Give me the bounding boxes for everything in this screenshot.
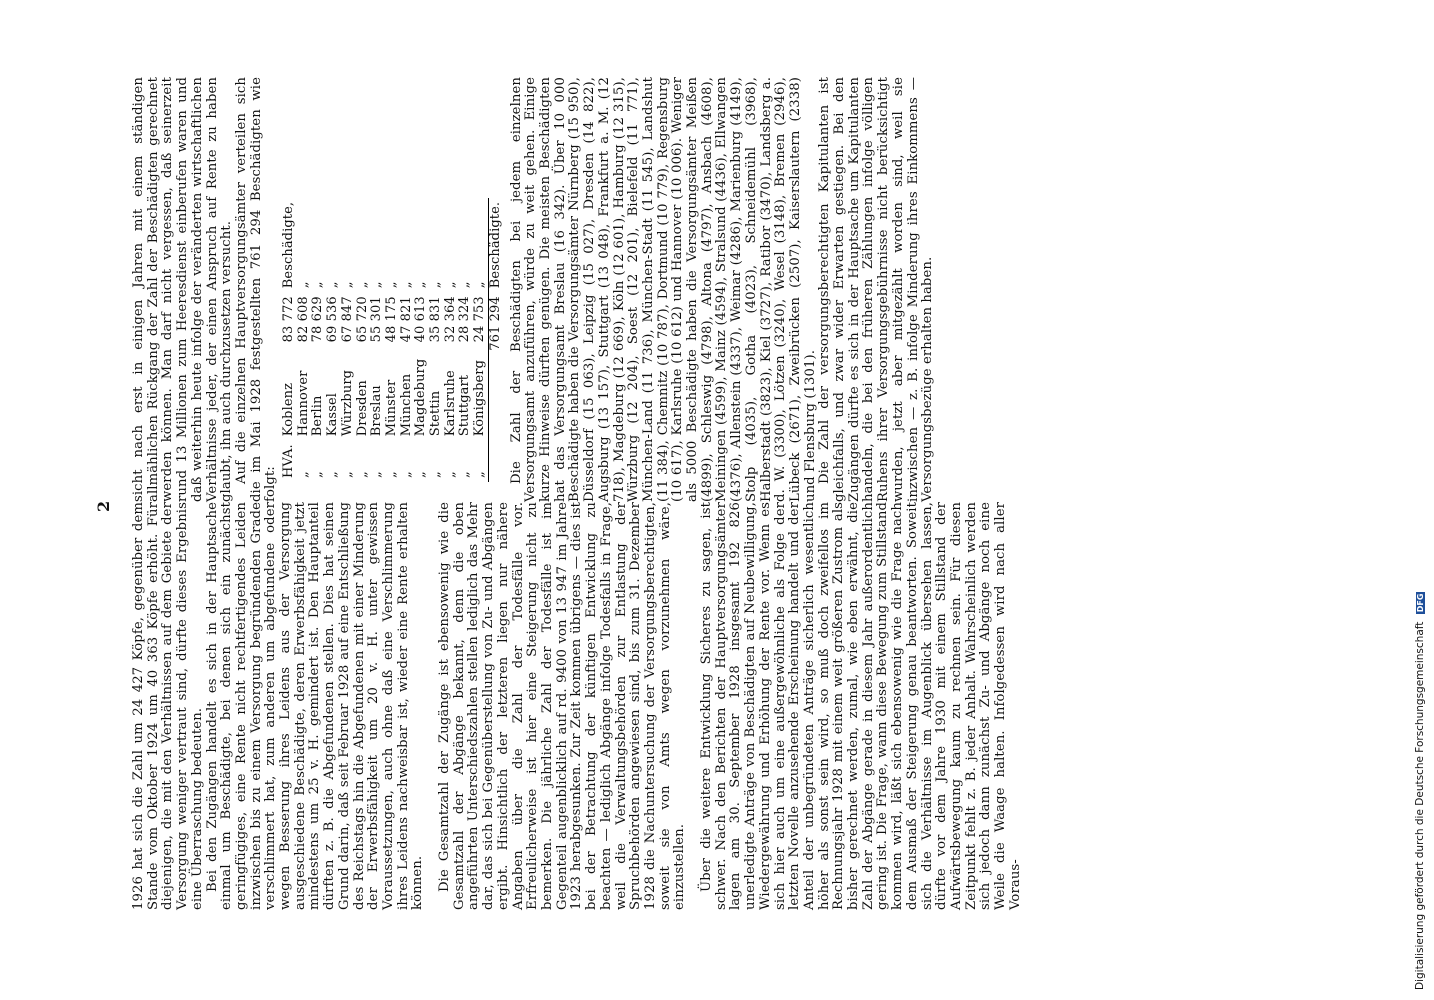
paragraph: Bei den Zugängen handelt es sich in der Hauptsache einmal um Beschädigte, bei denen sich ein zunächst geringfügiges, eine Rente nicht rechtfertigendes Leiden inzwischen bis zu einem Versorgung begründenden Grade verschlimmert hat, zum anderen um abgefundene oder wegen Besserung ihres Leidens aus der Versorgung ausgeschiedene Beschädigte, deren Erwerbsfähigkeit jetzt mindestens um 25 v. H. gemindert ist. Den Hauptanteil dürften z. B. die Abgefundenen stellen. Dies hat seinen Grund darin, daß seit Februar 1928 auf eine Entschließung des Reichstags hin die Abgefundenen mit einer Minderung der Erwerbsfähigkeit um 20 v. H. unter gewissen Voraussetzungen, auch ohne daß eine Verschlimmerung ihres Leidens nachweisbar ist, wieder eine Rente erhalten können. [204, 502, 426, 910]
table-row [297, 198, 312, 482]
table-cell-unit: „ [369, 281, 385, 289]
table-cell-name: Stuttgart [457, 374, 473, 437]
table-row [341, 198, 356, 482]
paragraph: Die Gesamtzahl der Zugänge ist ebensowenig wie die Gesamtzahl der Abgänge bekannt, denn die oben angeführten Unterschiedszahlen stellen lediglich das Mehr dar, das sich bei Gegenüberstellung von Zu- und Abgängen ergibt. Hinsichtlich der letzteren liegen nur nähere Angaben über die Zahl der Todesfälle vor. Erfreulicherweise ist hier eine Steigerung nicht zu bemerken. Die jährliche Zahl der Todesfälle ist im Gegenteil augenblicklich auf rd. 9400 von 13 947 im Jahre 1923 herabgesunken. Zur Zeit kommen übrigens — dies ist bei der Betrachtung der künftigen Entwicklung zu beachten — lediglich Abgänge infolge Todesfalls in Frage, weil die Verwaltungsbehörden zur Entlastung der Spruchbehörden angewiesen sind, bis zum 31. Dezember 1928 die Nachuntersuchung der Versorgungsberechtigten, soweit sie von Amts wegen vorzunehmen wäre, einzustellen. [437, 502, 688, 910]
table-row [282, 198, 297, 482]
table-cell-prefix: „ [310, 471, 326, 478]
table-cell-value: 83 772 [281, 296, 297, 343]
table-cell-name: Magdeburg [413, 358, 429, 437]
table-cell-prefix: „ [398, 471, 414, 478]
table-cell-unit: „ [295, 281, 311, 289]
table-row [400, 198, 415, 482]
table-row [473, 198, 488, 482]
table-cell-value: 69 536 [325, 296, 341, 343]
beneficiaries-table [282, 198, 504, 482]
table-cell-prefix: „ [339, 471, 355, 478]
table-cell-unit: „ [413, 281, 429, 289]
table-cell-empty [488, 440, 503, 482]
table-cell-name: Berlin [310, 395, 326, 437]
table-row [444, 198, 459, 482]
table-cell-unit: „ [428, 281, 444, 289]
table-cell-name: München [398, 373, 414, 437]
table-cell-value: 28 324 [457, 296, 473, 343]
paragraph: Die Zahl der versorgungsberechtigten Kapitulanten ist gleichfalls, und zwar wider Erwarten gestiegen. Bei den Zugängen dürfte es sich in der Hauptsache um Kapitulanten handeln, die bei den früheren Zählungen infolge völligen Ruhens ihrer Versorgungsgebührnisse nicht berücksichtigt wurden, jetzt aber mitgezählt worden sind, weil sie inzwischen — z. B. infolge Minderung ihres Einkommens — Versorgungsbezüge erhalten haben. [817, 77, 936, 502]
table-cell-name: Dresden [354, 380, 370, 437]
page-number: 2 [94, 500, 113, 512]
table-cell-name: Breslau [369, 385, 385, 437]
table-total-row [488, 198, 503, 482]
table-total-unit: Beschädigte. [488, 198, 503, 292]
table-row [356, 198, 371, 482]
table-cell-prefix: „ [413, 471, 429, 478]
table-cell-prefix: HVA. [281, 444, 297, 478]
table-row [385, 198, 400, 482]
table-row [311, 198, 326, 482]
credit-text: Digitalisierung gefördert durch die Deutsche Forschungsgemeinschaft [1414, 621, 1426, 990]
table-cell-value: 32 364 [442, 296, 458, 343]
table-cell-unit: „ [442, 281, 458, 289]
table-cell-value: 48 175 [383, 296, 399, 343]
table-cell-value: 65 720 [354, 296, 370, 343]
table-cell-value: 67 847 [339, 296, 355, 343]
table-total-value: 761 294 [488, 292, 503, 354]
table-row [326, 198, 341, 482]
paragraph: Über die weitere Entwicklung Sicheres zu sagen, ist schwer. Nach den Berichten der Hauptversorgungsämter lagen am 30. September 1928 insgesamt 192 826 unerledigte Anträge von Beschädigten auf Neubewilligung, Wiedergewährung und Erhöhung der Rente vor. Wenn es sich hier auch um eine außergewöhnliche als Folge der letzten Novelle anzusehende Erscheinung handelt und der Anteil der unbegründeten Anträge sicherlich wesentlich höher als sonst sein wird, so muß doch zweifellos im Rechnungsjahr 1928 mit einem weit größeren Zustrom als bisher gerechnet werden, zumal, wie eben erwähnt, die Zahl der Abgänge gerade in diesem Jahr außerordentlich gering ist. Die Frage, wann diese Bewegung zum Stillstand kommen wird, läßt sich ebensowenig wie die Frage nach dem Ausmaß der Steigerung genau beantworten. Soweit sich die Verhältnisse im Augenblick übersehen lassen, dürfte vor dem Jahre 1930 mit einem Stillstand der Aufwärtsbewegung kaum zu rechnen sein. Für diesen Zeitpunkt fehlt z. B. jeder Anhalt. Wahrscheinlich werden sich jedoch dann zunächst Zu- und Abgänge noch eine Weile die Waage halten. Infolgedessen wird nach aller Voraus- [699, 502, 1023, 910]
table-cell-unit: Beschädigte, [281, 201, 297, 289]
text-column-right [132, 77, 936, 502]
dfg-logo: DFG [1416, 593, 1425, 613]
table-cell-unit: „ [457, 281, 473, 289]
table-cell-prefix: „ [442, 471, 458, 478]
digitization-credit [1414, 592, 1426, 990]
table-cell-value: 47 821 [398, 296, 414, 343]
table-cell-prefix: „ [369, 471, 385, 478]
table-cell-name: Hannover [295, 370, 311, 437]
text-column-left [132, 502, 1023, 910]
table-cell-prefix: „ [383, 471, 399, 478]
table-cell-value: 78 629 [310, 296, 326, 343]
table-cell-unit: „ [325, 281, 341, 289]
table-cell-value: 40 613 [413, 296, 429, 343]
table-cell-unit: „ [354, 281, 370, 289]
table-cell-value: 55 301 [369, 296, 385, 343]
table-cell-name: Koblenz [281, 382, 297, 437]
table-cell-unit: „ [383, 281, 399, 289]
table-cell-unit: „ [339, 281, 355, 289]
table-cell-value: 24 753 [472, 296, 488, 343]
table-cell-name: Münster [383, 379, 399, 437]
table-cell-prefix: „ [295, 471, 311, 478]
table-row [429, 198, 444, 482]
table-cell-unit: „ [472, 281, 488, 289]
table-cell-prefix: „ [457, 471, 473, 478]
table-cell-name: Kassel [325, 392, 341, 437]
paragraph: 1926 hat sich die Zahl um 24 427 Köpfe, gegenüber dem Stande vom Oktober 1924 um 40 363 Köpfe erhöht. Für diejenigen, die mit den Verhältnissen auf dem Gebiete der Versorgung weniger vertraut sind, dürfte dieses Ergebnis eine Überraschung bedeuten. [131, 502, 205, 910]
table-cell-empty [488, 355, 503, 441]
table-row [414, 198, 429, 482]
table-cell-name: Karlsruhe [442, 370, 458, 437]
table-cell-value: 35 831 [428, 296, 444, 343]
table-cell-prefix: „ [325, 471, 341, 478]
table-cell-prefix: „ [354, 471, 370, 478]
paragraph: Auf die einzelnen Hauptversorgungsämter verteilen sich die im Mai 1928 festgestellten 761 294 Beschädigten wie folgt: [233, 77, 279, 502]
table-cell-value: 82 608 [295, 296, 311, 343]
paragraph: sicht nach erst in einigen Jahren mit einem ständigen allmählichen Rückgang der Zahl der Beschädigten gerechnet werden können. Man darf nicht vergessen, daß seinerzeit rund 13 Millionen zum Heeresdienst einberufen waren und daß weiterhin heute infolge der veränderten wirtschaftlichen Verhältnisse jeder, der einen Anspruch auf Rente zu haben glaubt, ihn auch durchzusetzen versucht. [131, 77, 235, 502]
table-cell-name: Stettin [428, 390, 444, 437]
table-cell-unit: „ [398, 281, 414, 289]
paragraph: Die Zahl der Beschädigten bei jedem einzelnen Versorgungsamt anzuführen, würde zu weit gehen. Einige kurze Hinweise dürften genügen. Die meisten Beschädigten hat das Versorgungsamt Breslau (16 342). Über 10 000 Beschädigte haben die Versorgungsämter Nürnberg (15 950), Düsseldorf (15 063), Leipzig (15 027), Dresden (14 822), Augsburg (13 157), Stuttgart (13 048), Frankfurt a. M. (12 718), Magdeburg (12 669), Köln (12 601), Hamburg (12 315), Würzburg (12 204), Soest (12 201), Bielefeld (11 771), München-Land (11 736), München-Stadt (11 545), Landshut (11 384), Chemnitz (10 787), Dortmund (10 779), Regensburg (10 617), Karlsruhe (10 612) und Hannover (10 006). Weniger als 5000 Beschädigte haben die Versorgungsämter Meißen (4899), Schleswig (4798), Altona (4797), Ansbach (4608), Meiningen (4599), Mainz (4594), Stralsund (4436), Ellwangen (4376), Allenstein (4337), Weimar (4286), Marienburg (4149), Stolp (4035), Gotha (4023), Schneidemühl (3968), Halberstadt (3823), Kiel (3727), Ratibor (3470), Landsberg a. d. W. (3300), Lötzen (3240), Wesel (3148), Bremen (2946), Lübeck (2671), Zweibrücken (2507), Kaiserslautern (2338) und Flensburg (1301). [508, 77, 818, 502]
table-cell-prefix: „ [428, 471, 444, 478]
table-row [370, 198, 385, 482]
table-cell-unit: „ [310, 281, 326, 289]
table-cell-prefix: „ [472, 471, 488, 478]
table-row [458, 198, 473, 482]
table-cell-name: Königsberg [472, 359, 488, 437]
table-cell-name: Würzburg [339, 369, 355, 437]
